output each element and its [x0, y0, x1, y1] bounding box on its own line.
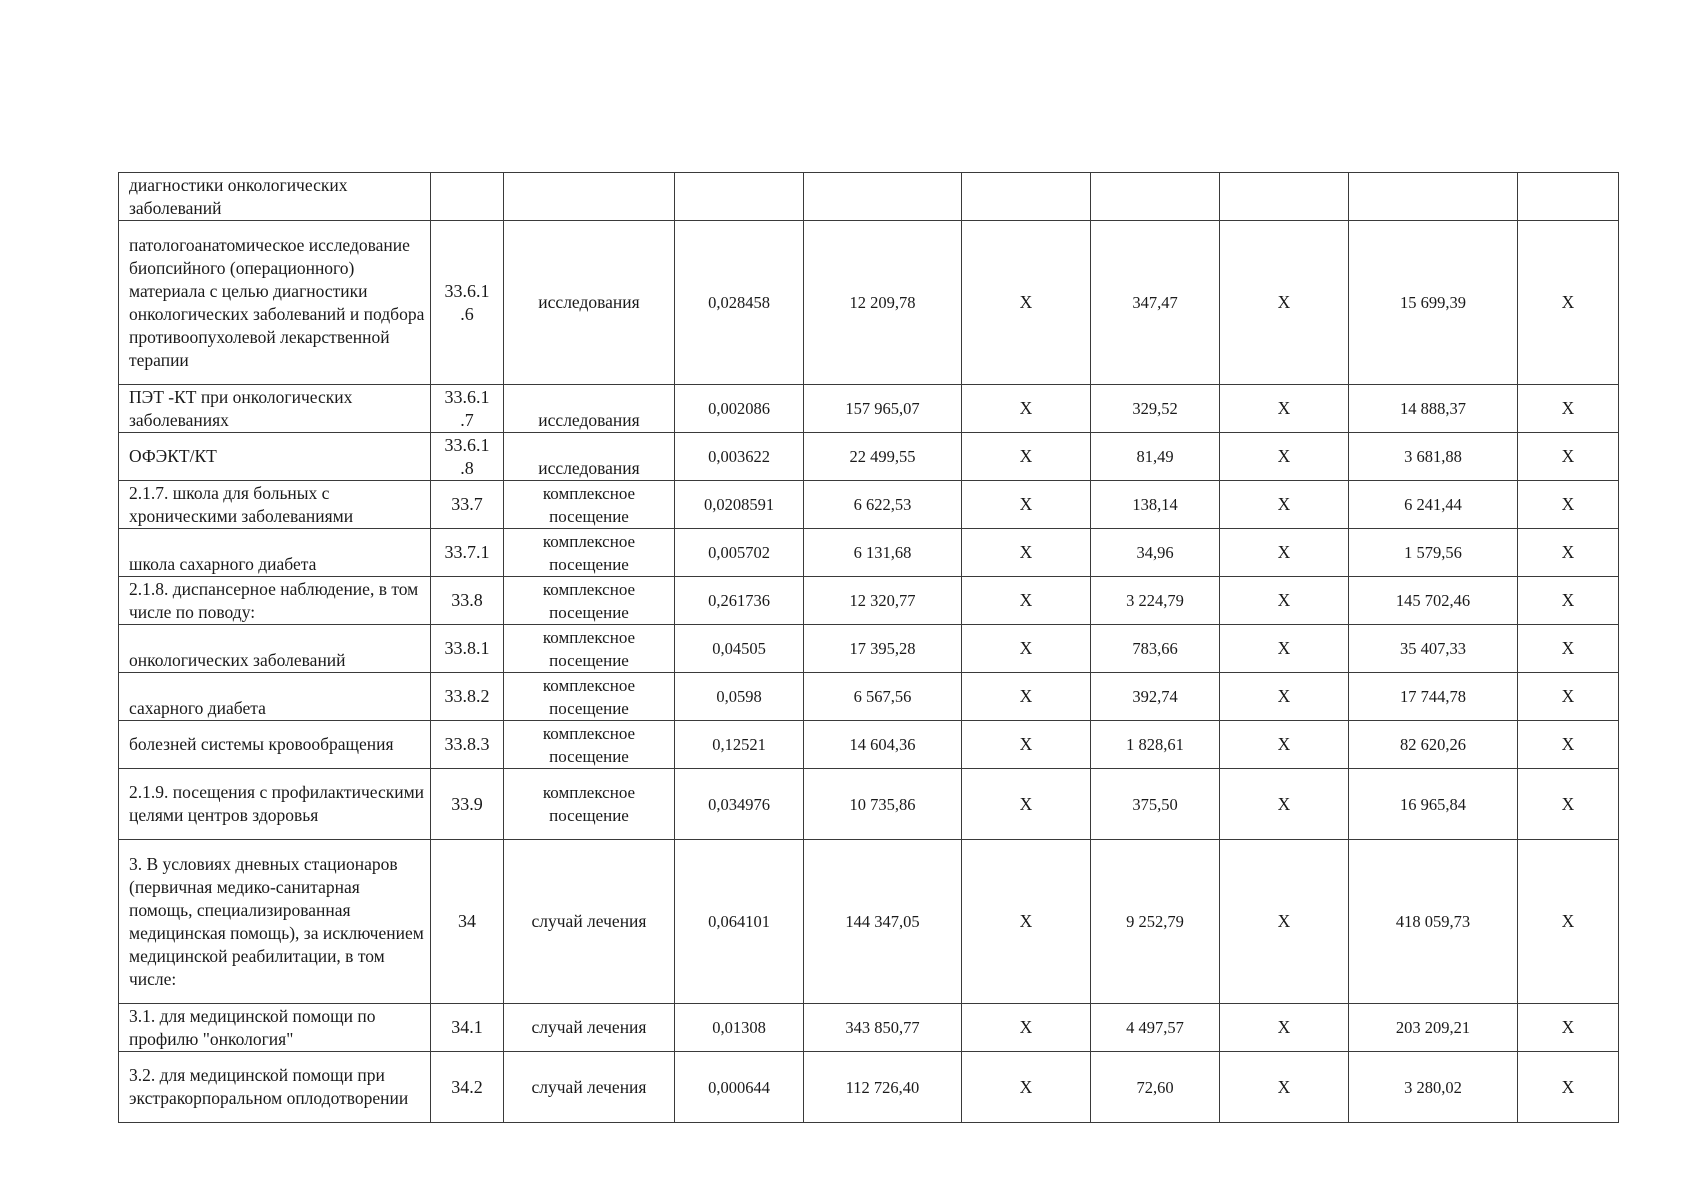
row-budget-per-capita: Х	[962, 1004, 1091, 1052]
row-norm: 0,0598	[675, 673, 804, 721]
row-name: школа сахарного диабета	[119, 529, 431, 577]
row-name: болезней системы кровообращения	[119, 721, 431, 769]
row-code: 33.8.3	[431, 721, 504, 769]
row-budget-per-capita: Х	[962, 433, 1091, 481]
row-oms-total: 3 681,88	[1349, 433, 1518, 481]
table-row	[119, 721, 1619, 769]
row-budget-per-capita: Х	[962, 385, 1091, 433]
table-row	[119, 673, 1619, 721]
row-oms-total: 17 744,78	[1349, 673, 1518, 721]
table-body	[119, 173, 1619, 1123]
row-oms-per-capita: 4 497,57	[1091, 1004, 1220, 1052]
row-norm: 0,04505	[675, 625, 804, 673]
row-budget-per-capita: Х	[962, 481, 1091, 529]
row-oms-per-capita: 34,96	[1091, 529, 1220, 577]
row-share: Х	[1518, 673, 1619, 721]
row-oms-per-capita: 392,74	[1091, 673, 1220, 721]
row-cost: 12 320,77	[804, 577, 962, 625]
row-share: Х	[1518, 385, 1619, 433]
row-code: 33.6.1 .7	[431, 385, 504, 433]
row-share: Х	[1518, 625, 1619, 673]
row-oms-total: 1 579,56	[1349, 529, 1518, 577]
row-norm: 0,005702	[675, 529, 804, 577]
row-budget-total: Х	[1220, 385, 1349, 433]
row-unit: исследования	[504, 221, 675, 385]
row-code: 33.6.1 .8	[431, 433, 504, 481]
row-oms-per-capita: 72,60	[1091, 1052, 1220, 1123]
row-share: Х	[1518, 1052, 1619, 1123]
row-norm: 0,028458	[675, 221, 804, 385]
row-unit: комплексное посещение	[504, 577, 675, 625]
row-budget-total	[1220, 173, 1349, 221]
row-name: 2.1.8. диспансерное наблюдение, в том числе по поводу:	[119, 577, 431, 625]
row-unit: комплексное посещение	[504, 481, 675, 529]
row-code: 33.9	[431, 769, 504, 840]
row-oms-per-capita: 81,49	[1091, 433, 1220, 481]
table-row	[119, 625, 1619, 673]
row-code: 34	[431, 840, 504, 1004]
row-name: онкологических заболеваний	[119, 625, 431, 673]
row-share: Х	[1518, 769, 1619, 840]
row-code	[431, 173, 504, 221]
row-cost: 14 604,36	[804, 721, 962, 769]
table-row	[119, 529, 1619, 577]
row-name: патологоанатомическое исследование биопсийного (операционного) материала с целью диагностики онкологических заболеваний и подбора противоопухолевой лекарственной терапии	[119, 221, 431, 385]
row-name: ОФЭКТ/КТ	[119, 433, 431, 481]
row-budget-total: Х	[1220, 481, 1349, 529]
row-budget-total: Х	[1220, 625, 1349, 673]
row-oms-total: 15 699,39	[1349, 221, 1518, 385]
row-budget-per-capita: Х	[962, 840, 1091, 1004]
row-oms-total: 145 702,46	[1349, 577, 1518, 625]
row-budget-per-capita: Х	[962, 769, 1091, 840]
row-oms-per-capita: 3 224,79	[1091, 577, 1220, 625]
row-oms-total: 3 280,02	[1349, 1052, 1518, 1123]
row-unit: комплексное посещение	[504, 529, 675, 577]
row-budget-per-capita: Х	[962, 1052, 1091, 1123]
row-budget-total: Х	[1220, 433, 1349, 481]
row-budget-total: Х	[1220, 1004, 1349, 1052]
row-norm: 0,0208591	[675, 481, 804, 529]
row-oms-total: 82 620,26	[1349, 721, 1518, 769]
table-row	[119, 1004, 1619, 1052]
row-name: сахарного диабета	[119, 673, 431, 721]
row-share: Х	[1518, 433, 1619, 481]
row-oms-total	[1349, 173, 1518, 221]
table-row	[119, 385, 1619, 433]
row-budget-total: Х	[1220, 721, 1349, 769]
table-row	[119, 769, 1619, 840]
row-unit: случай лечения	[504, 1004, 675, 1052]
row-oms-total: 418 059,73	[1349, 840, 1518, 1004]
row-budget-total: Х	[1220, 840, 1349, 1004]
row-budget-per-capita: Х	[962, 529, 1091, 577]
row-code: 33.8	[431, 577, 504, 625]
row-share	[1518, 173, 1619, 221]
row-oms-total: 6 241,44	[1349, 481, 1518, 529]
row-unit: комплексное посещение	[504, 673, 675, 721]
row-unit: комплексное посещение	[504, 769, 675, 840]
row-oms-per-capita: 1 828,61	[1091, 721, 1220, 769]
row-cost: 112 726,40	[804, 1052, 962, 1123]
row-budget-per-capita	[962, 173, 1091, 221]
row-unit: комплексное посещение	[504, 721, 675, 769]
row-cost: 144 347,05	[804, 840, 962, 1004]
table-row	[119, 221, 1619, 385]
row-cost: 343 850,77	[804, 1004, 962, 1052]
row-unit	[504, 173, 675, 221]
row-budget-per-capita: Х	[962, 721, 1091, 769]
row-cost: 22 499,55	[804, 433, 962, 481]
row-code: 33.8.1	[431, 625, 504, 673]
row-name: 2.1.7. школа для больных с хроническими заболеваниями	[119, 481, 431, 529]
row-norm: 0,064101	[675, 840, 804, 1004]
row-name: 3.1. для медицинской помощи по профилю "онкология"	[119, 1004, 431, 1052]
row-code: 33.7	[431, 481, 504, 529]
row-norm: 0,01308	[675, 1004, 804, 1052]
row-cost: 6 131,68	[804, 529, 962, 577]
table-row	[119, 173, 1619, 221]
row-budget-total: Х	[1220, 529, 1349, 577]
row-oms-per-capita: 9 252,79	[1091, 840, 1220, 1004]
table-row	[119, 840, 1619, 1004]
row-name: 2.1.9. посещения с профилактическими целями центров здоровья	[119, 769, 431, 840]
row-share: Х	[1518, 481, 1619, 529]
row-name: диагностики онкологических заболеваний	[119, 173, 431, 221]
row-norm: 0,000644	[675, 1052, 804, 1123]
row-budget-total: Х	[1220, 577, 1349, 625]
row-oms-per-capita	[1091, 173, 1220, 221]
row-share: Х	[1518, 721, 1619, 769]
row-share: Х	[1518, 1004, 1619, 1052]
row-oms-total: 203 209,21	[1349, 1004, 1518, 1052]
row-code: 33.6.1 .6	[431, 221, 504, 385]
row-name: ПЭТ -КТ при онкологических заболеваниях	[119, 385, 431, 433]
row-budget-per-capita: Х	[962, 577, 1091, 625]
row-unit: случай лечения	[504, 1052, 675, 1123]
row-oms-total: 14 888,37	[1349, 385, 1518, 433]
table-row	[119, 433, 1619, 481]
row-norm: 0,003622	[675, 433, 804, 481]
row-oms-per-capita: 347,47	[1091, 221, 1220, 385]
row-cost: 6 622,53	[804, 481, 962, 529]
row-name: 3.2. для медицинской помощи при экстракорпоральном оплодотворении	[119, 1052, 431, 1123]
row-unit: комплексное посещение	[504, 625, 675, 673]
row-budget-per-capita: Х	[962, 625, 1091, 673]
table-row	[119, 481, 1619, 529]
row-norm	[675, 173, 804, 221]
row-budget-total: Х	[1220, 1052, 1349, 1123]
row-budget-per-capita: Х	[962, 673, 1091, 721]
row-budget-per-capita: Х	[962, 221, 1091, 385]
row-oms-per-capita: 783,66	[1091, 625, 1220, 673]
row-norm: 0,002086	[675, 385, 804, 433]
row-norm: 0,12521	[675, 721, 804, 769]
row-cost: 12 209,78	[804, 221, 962, 385]
row-oms-per-capita: 138,14	[1091, 481, 1220, 529]
row-oms-total: 16 965,84	[1349, 769, 1518, 840]
row-cost: 10 735,86	[804, 769, 962, 840]
row-cost: 157 965,07	[804, 385, 962, 433]
row-code: 34.1	[431, 1004, 504, 1052]
row-cost: 6 567,56	[804, 673, 962, 721]
row-share: Х	[1518, 221, 1619, 385]
row-unit: исследования	[504, 385, 675, 433]
row-budget-total: Х	[1220, 769, 1349, 840]
row-budget-total: Х	[1220, 673, 1349, 721]
row-code: 34.2	[431, 1052, 504, 1123]
row-unit: случай лечения	[504, 840, 675, 1004]
row-oms-per-capita: 329,52	[1091, 385, 1220, 433]
row-code: 33.7.1	[431, 529, 504, 577]
table-row	[119, 1052, 1619, 1123]
row-unit: исследования	[504, 433, 675, 481]
row-cost	[804, 173, 962, 221]
expenditure-table	[118, 172, 1619, 1123]
row-norm: 0,034976	[675, 769, 804, 840]
row-share: Х	[1518, 840, 1619, 1004]
row-norm: 0,261736	[675, 577, 804, 625]
row-cost: 17 395,28	[804, 625, 962, 673]
row-oms-total: 35 407,33	[1349, 625, 1518, 673]
row-oms-per-capita: 375,50	[1091, 769, 1220, 840]
row-share: Х	[1518, 529, 1619, 577]
row-budget-total: Х	[1220, 221, 1349, 385]
row-share: Х	[1518, 577, 1619, 625]
row-name: 3. В условиях дневных стационаров (первичная медико-санитарная помощь, специализированная медицинская помощь), за исключением медицинской реабилитации, в том числе:	[119, 840, 431, 1004]
table-row	[119, 577, 1619, 625]
row-code: 33.8.2	[431, 673, 504, 721]
